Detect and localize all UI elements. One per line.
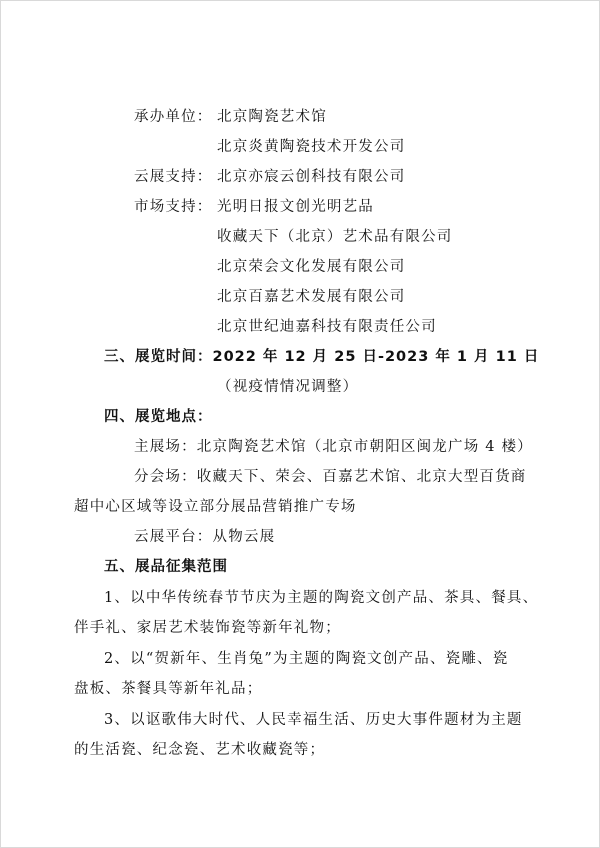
cloud-platform: 云展平台：从物云展 bbox=[134, 529, 276, 545]
market-support-org-4: 北京百嘉艺术发展有限公司 bbox=[217, 289, 406, 305]
cloud-support-org: 北京亦宸云创科技有限公司 bbox=[217, 169, 406, 185]
section-3-heading: 三、展览时间：2022 年 12 月 25 日-2023 年 1 月 11 日 bbox=[104, 349, 540, 365]
branch-venue-line-1: 分会场：收藏天下、荣会、百嘉艺术馆、北京大型百货商 bbox=[134, 469, 527, 485]
market-support-label: 市场支持： bbox=[134, 199, 213, 215]
cloud-support-label: 云展支持： bbox=[134, 169, 213, 185]
item-1-line-2: 伴手礼、家居艺术装饰瓷等新年礼物； bbox=[74, 620, 341, 636]
host-org-1: 北京陶瓷艺术馆 bbox=[217, 109, 327, 125]
host-org-2: 北京炎黄陶瓷技术开发公司 bbox=[217, 139, 406, 155]
host-label: 承办单位： bbox=[134, 109, 213, 125]
section-3-note: （视疫情情况调整） bbox=[217, 379, 359, 395]
item-3-line-2: 的生活瓷、纪念瓷、艺术收藏瓷等； bbox=[74, 742, 326, 758]
item-2-line-2: 盘板、茶餐具等新年礼品； bbox=[74, 681, 263, 697]
branch-venue-line-2: 超中心区域等设立部分展品营销推广专场 bbox=[74, 499, 357, 515]
item-2-line-1: 2、以“贺新年、生肖兔”为主题的陶瓷文创产品、瓷雕、瓷 bbox=[104, 651, 509, 667]
item-3-line-1: 3、以讴歌伟大时代、人民幸福生活、历史大事件题材为主题 bbox=[104, 712, 523, 728]
market-support-org-1: 光明日报文创光明艺品 bbox=[217, 199, 374, 215]
main-venue: 主展场：北京陶瓷艺术馆（北京市朝阳区闽龙广场 4 楼） bbox=[134, 439, 533, 455]
market-support-org-3: 北京荣会文化发展有限公司 bbox=[217, 259, 406, 275]
item-1-line-1: 1、以中华传统春节节庆为主题的陶瓷文创产品、茶具、餐具、 bbox=[104, 590, 539, 606]
market-support-org-5: 北京世纪迪嘉科技有限责任公司 bbox=[217, 319, 437, 335]
section-5-heading: 五、展品征集范围 bbox=[104, 559, 228, 575]
section-4-heading: 四、展览地点： bbox=[104, 409, 213, 425]
market-support-org-2: 收藏天下（北京）艺术品有限公司 bbox=[217, 229, 453, 245]
